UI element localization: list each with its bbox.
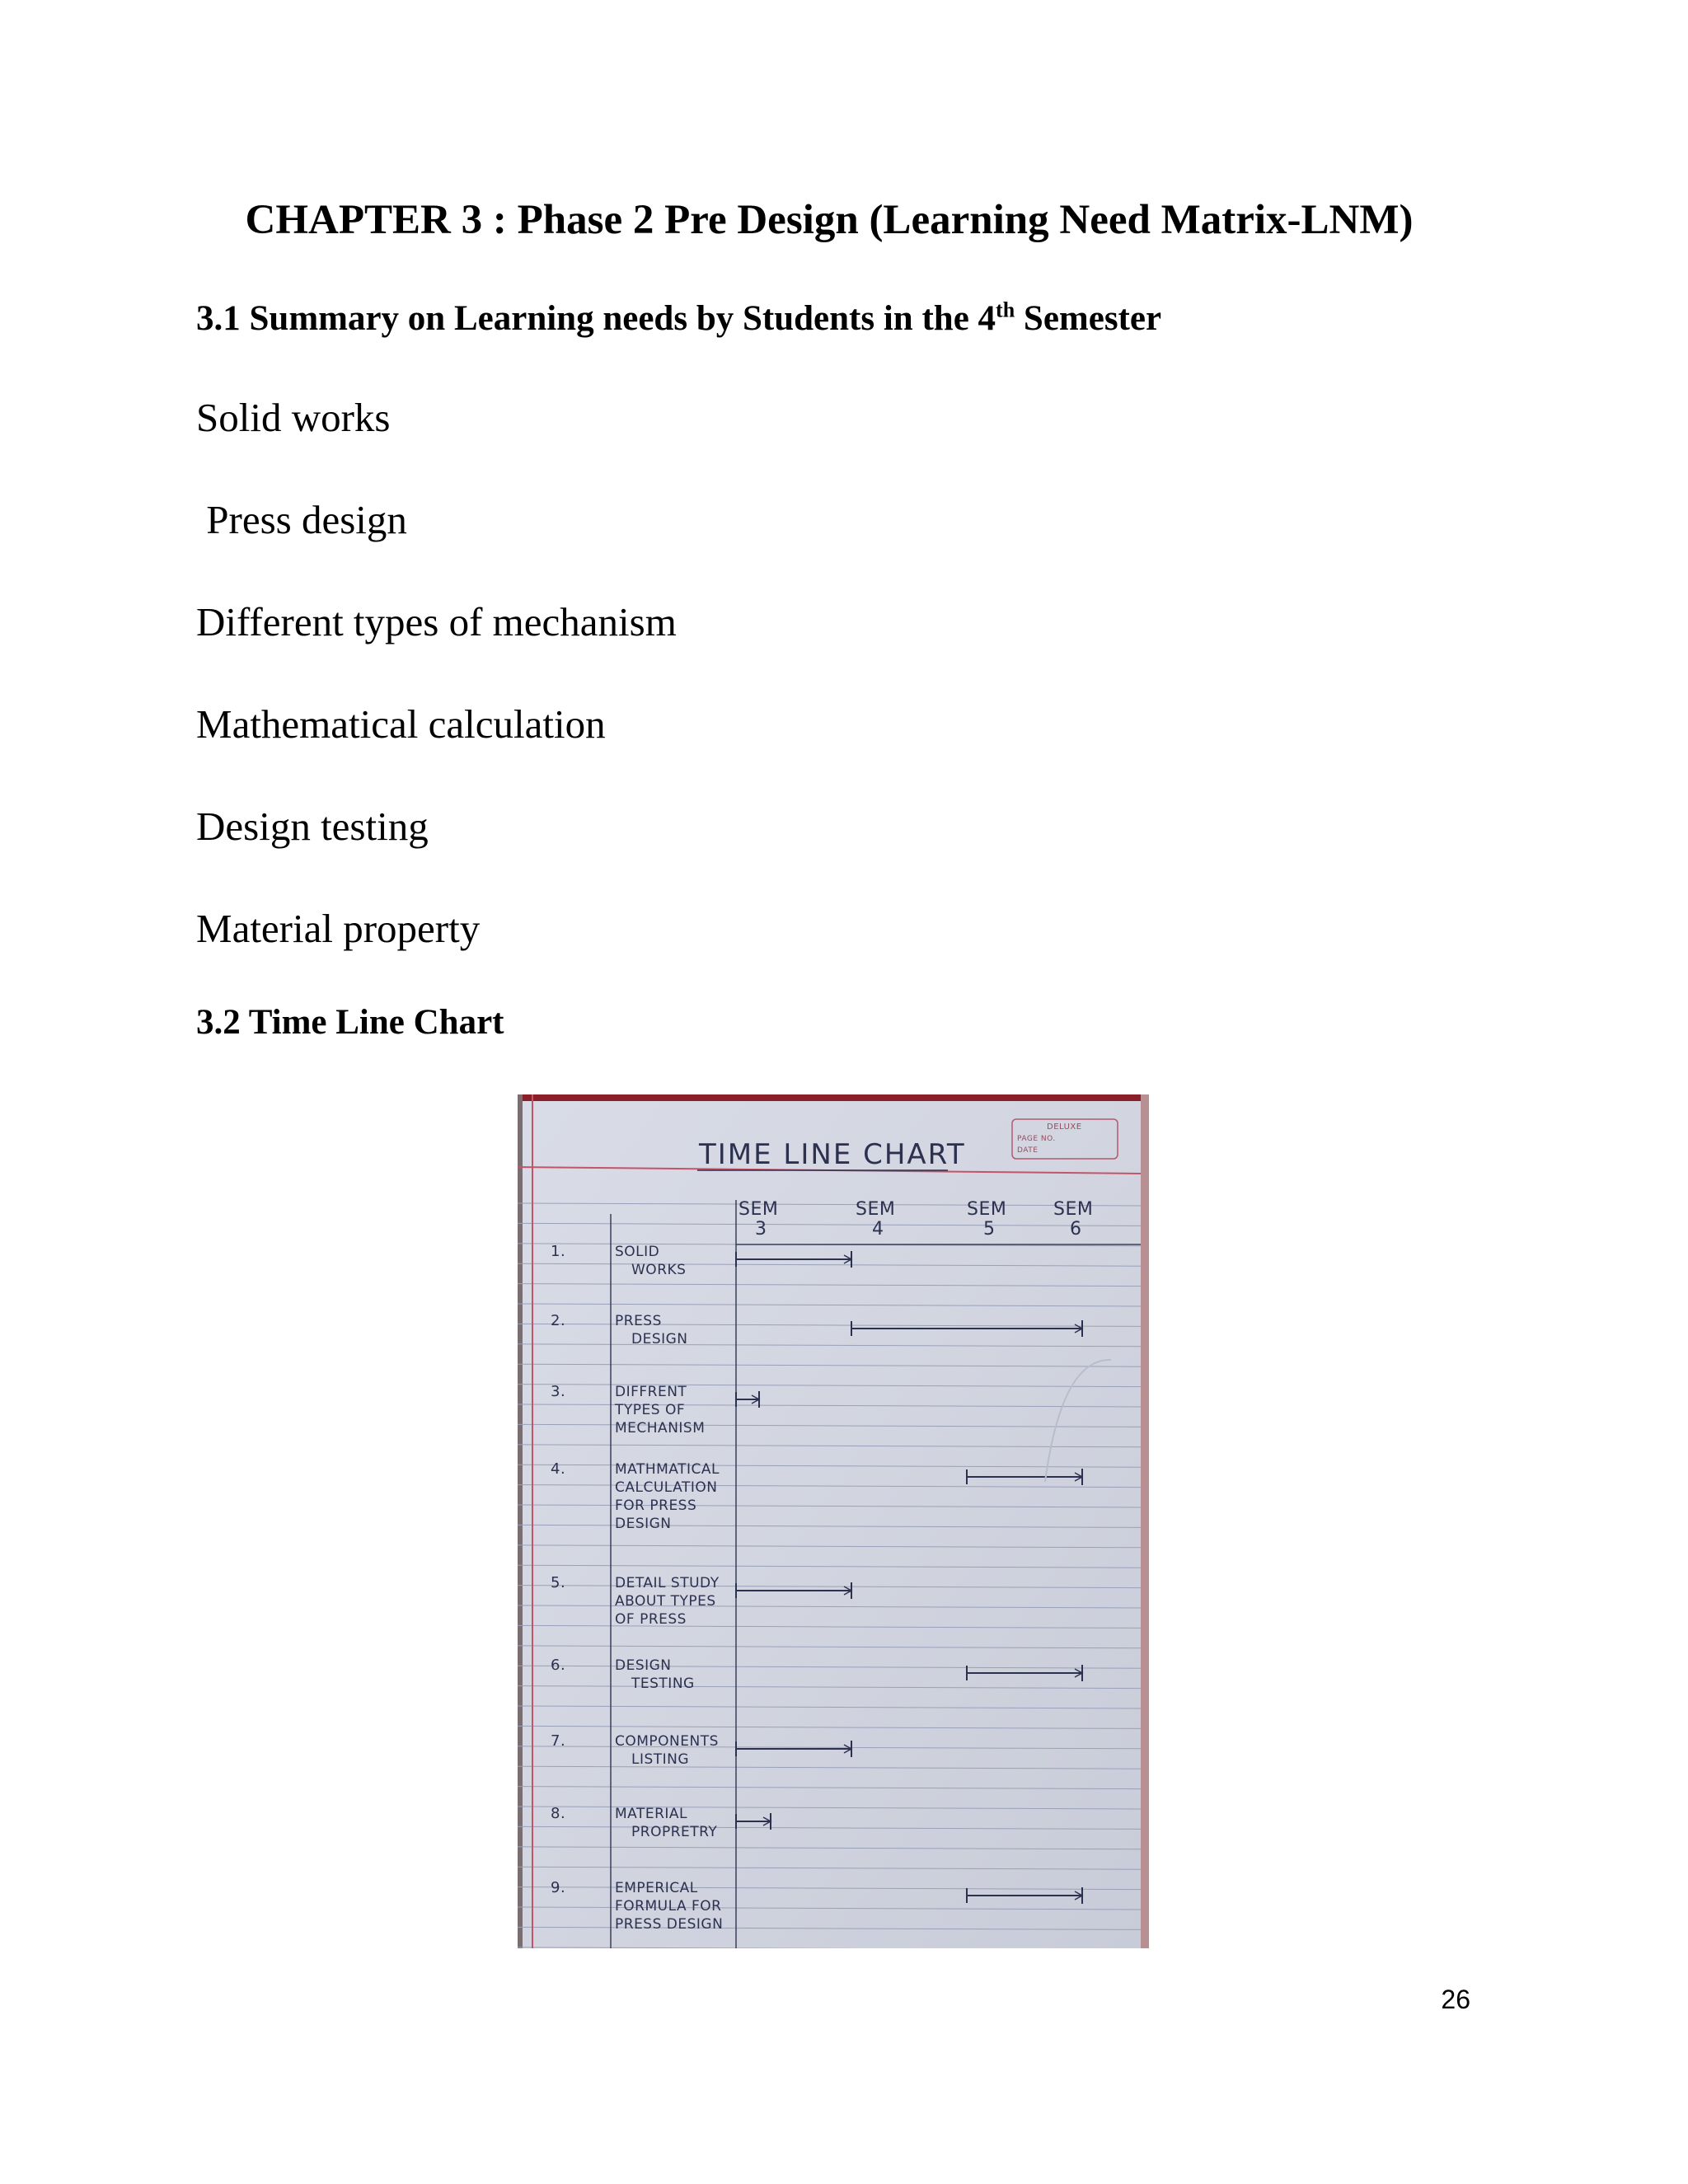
section-heading-timeline: 3.2 Time Line Chart: [196, 1003, 504, 1042]
page-number: 26: [1441, 1985, 1470, 2014]
notebook-page-drawing: [518, 1094, 1149, 1948]
binding-edge-left: [518, 1094, 523, 1948]
row-label-line: DESIGN: [631, 1331, 688, 1347]
row-label-line: SOLID: [615, 1244, 660, 1260]
row-number: 4.: [551, 1460, 566, 1478]
section-heading-summary: [196, 298, 1161, 339]
learning-need-item: Press design: [196, 497, 407, 542]
row-number: 5.: [551, 1574, 566, 1591]
row-label-line: LISTING: [631, 1751, 690, 1768]
learning-need-item: Design testing: [196, 804, 429, 849]
learning-need-item: Material property: [196, 906, 481, 951]
handwritten-title: TIME LINE CHART: [699, 1138, 966, 1171]
row-label-line: MATHMATICAL: [615, 1461, 720, 1478]
binding-edge-top: [518, 1094, 1149, 1101]
row-label-line: CALCULATION: [615, 1479, 718, 1496]
section-heading-text: 3.1 Summary on Learning needs by Students in the 4: [196, 299, 996, 338]
row-label-line: EMPERICAL: [615, 1880, 698, 1896]
sem-header-number: 3: [755, 1219, 767, 1240]
sem-header-number: 4: [872, 1219, 884, 1240]
row-number: 1.: [551, 1243, 566, 1260]
row-number: 3.: [551, 1383, 566, 1400]
row-label-line: OF PRESS: [615, 1611, 687, 1628]
stamp-date: DATE: [1017, 1146, 1039, 1155]
timeline-chart-photo: [518, 1094, 1149, 1948]
row-label-line: WORKS: [631, 1262, 687, 1278]
sem-header-label: SEM: [1053, 1199, 1094, 1220]
row-label-line: COMPONENTS: [615, 1733, 719, 1750]
section-heading-text-end: Semester: [1015, 299, 1162, 338]
learning-need-item: Solid works: [196, 395, 391, 440]
learning-need-item: Different types of mechanism: [196, 599, 677, 644]
row-label-line: DESIGN: [615, 1516, 672, 1532]
row-number: 8.: [551, 1805, 566, 1822]
row-label-line: ABOUT TYPES: [615, 1593, 716, 1610]
ordinal-superscript: th: [996, 298, 1015, 322]
row-label-line: PRESS: [615, 1313, 662, 1329]
sem-header-number: 6: [1070, 1219, 1082, 1240]
row-number: 7.: [551, 1732, 566, 1750]
row-label-line: TYPES OF: [615, 1402, 686, 1418]
binding-edge-right: [1141, 1094, 1149, 1948]
row-number: 6.: [551, 1657, 566, 1674]
chapter-title: CHAPTER 3 : Phase 2 Pre Design (Learning Need Matrix-LNM): [245, 197, 1414, 243]
row-label-line: DESIGN: [615, 1657, 672, 1674]
row-label-line: FORMULA FOR: [615, 1898, 722, 1915]
sem-header-number: 5: [983, 1219, 996, 1240]
row-label-line: MATERIAL: [615, 1806, 688, 1822]
learning-need-item: Mathematical calculation: [196, 701, 606, 747]
row-number: 9.: [551, 1879, 566, 1896]
row-label-line: FOR PRESS: [615, 1497, 697, 1514]
row-label-line: TESTING: [631, 1675, 695, 1692]
row-label-line: DIFFRENT: [615, 1384, 687, 1400]
sem-header-label: SEM: [856, 1199, 896, 1220]
sem-header-label: SEM: [967, 1199, 1007, 1220]
sem-header-label: SEM: [738, 1199, 779, 1220]
row-label-line: PRESS DESIGN: [615, 1916, 724, 1933]
paper-background: [518, 1094, 1149, 1948]
row-label-line: DETAIL STUDY: [615, 1575, 720, 1591]
stamp-page-no: PAGE NO.: [1017, 1135, 1056, 1143]
row-label-line: MECHANISM: [615, 1420, 706, 1436]
stamp-brand: DELUXE: [1047, 1122, 1082, 1132]
row-number: 2.: [551, 1312, 566, 1329]
row-label-line: PROPRETRY: [631, 1824, 718, 1840]
